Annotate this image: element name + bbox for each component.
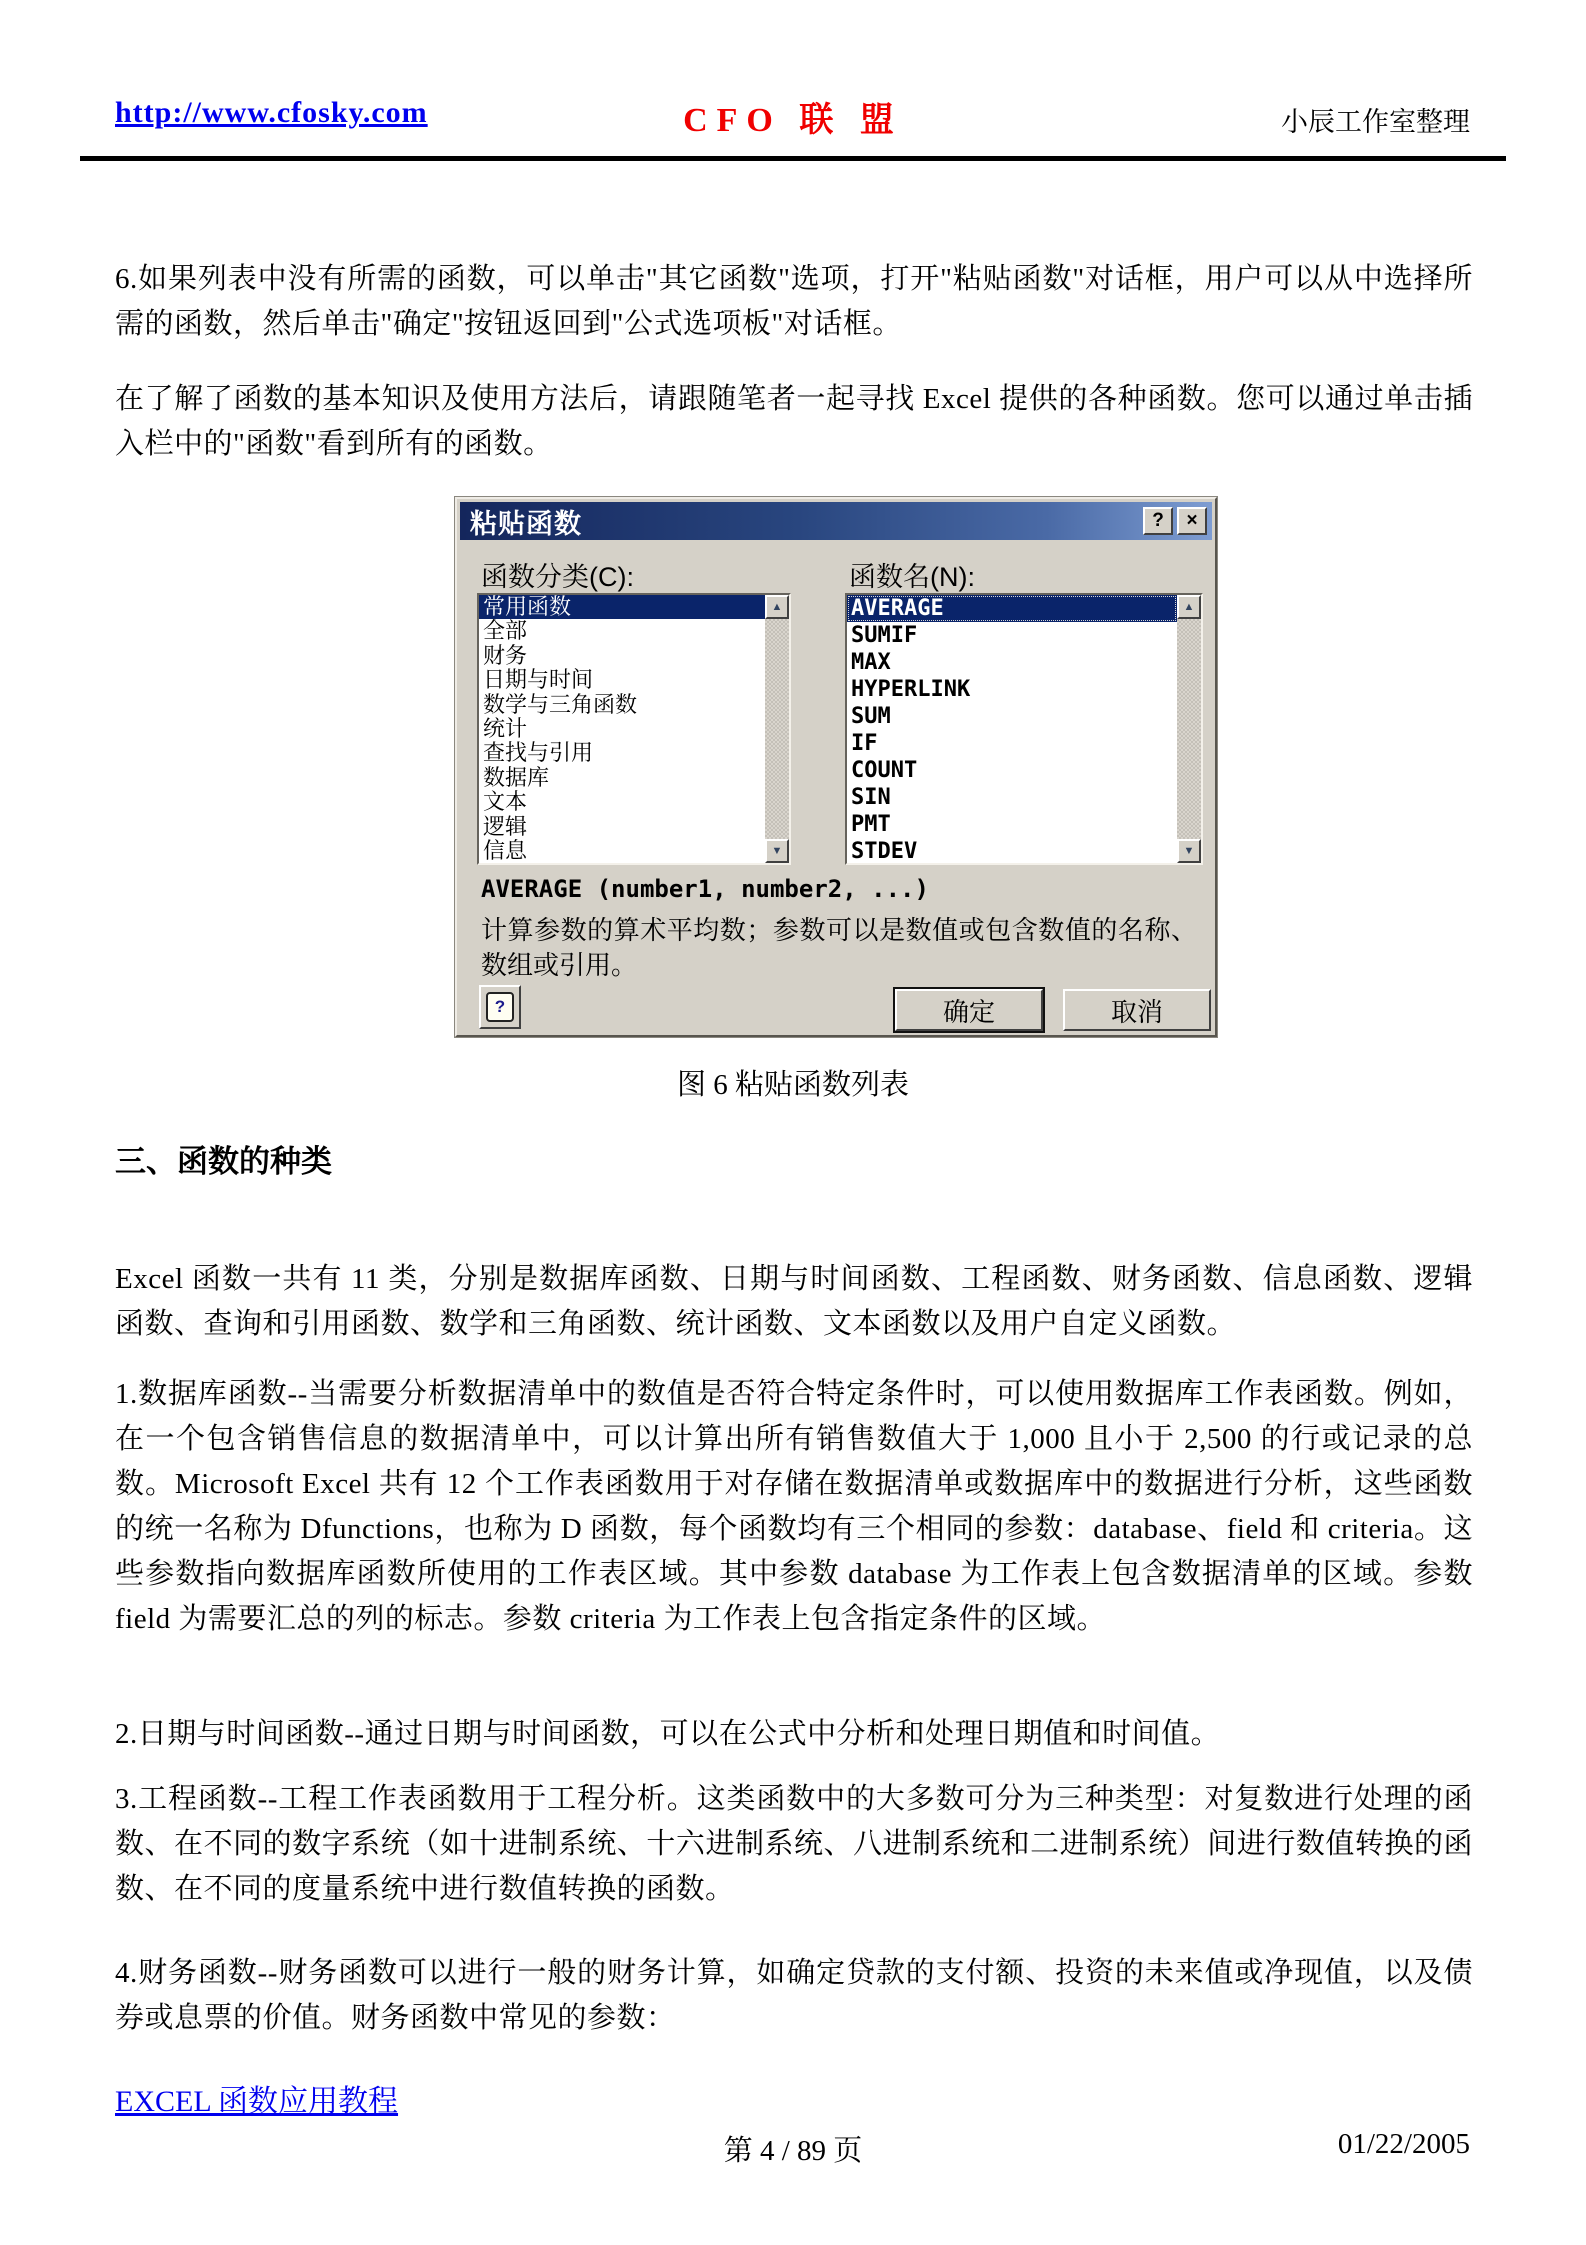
list-item[interactable]: 信息 — [483, 837, 528, 863]
list-item[interactable]: HYPERLINK — [851, 677, 971, 702]
dialog-title: 粘贴函数 — [470, 508, 582, 539]
context-help-icon[interactable]: ? — [1143, 507, 1173, 535]
category-list — [479, 595, 765, 863]
list-item[interactable]: IF — [851, 731, 878, 756]
function-description: 计算参数的算术平均数；参数可以是数值或包含数值的名称、数组或引用。 — [481, 915, 1197, 980]
ok-button[interactable]: 确定 — [895, 989, 1043, 1031]
header-url-link[interactable]: http://www.cfosky.com — [115, 96, 428, 129]
paragraph-financial-functions: 4.财务函数--财务函数可以进行一般的财务计算，如确定贷款的支付额、投资的未来值或净现值，以及债券或息票的价值。财务函数中常见的参数： — [115, 1957, 1473, 2034]
list-item[interactable]: 日期与时间 — [483, 667, 594, 693]
function-listbox — [845, 593, 1203, 865]
category-listbox — [477, 593, 791, 865]
list-item[interactable]: 数据库 — [483, 764, 550, 790]
header-divider — [80, 156, 1506, 161]
scroll-down-icon[interactable]: ▼ — [765, 839, 789, 863]
paragraph-database-functions: 1.数据库函数--当需要分析数据清单中的数值是否符合特定条件时，可以使用数据库工作表函数。例如，在一个包含销售信息的数据清单中，可以计算出所有销售数值大于 1,000 且小于 2,500 的行或记录的总数。Microsoft Excel 共有 12 个工作表函数用于对存储在数据清单或数据库中的数据进行分析，这些函数的统一名称为 Dfunctions，也称为 D 函数，每个函数均有三个相同的参数：database、field 和 criteria。这些参数指向数据库函数所使用的工作表区域。其中参数 database 为工作表上包含数据清单的区域。参数 field 为需要汇总的列的标志。参数 criteria 为工作表上包含指定条件的区域。 — [115, 1378, 1473, 1635]
help-button[interactable] — [479, 985, 521, 1029]
function-list — [847, 595, 1177, 863]
paragraph-intro: 在了解了函数的基本知识及使用方法后，请跟随笔者一起寻找 Excel 提供的各种函数。您可以通过单击插入栏中的"函数"看到所有的函数。 — [115, 383, 1473, 460]
cancel-button[interactable]: 取消 — [1063, 989, 1211, 1031]
list-item[interactable]: MAX — [851, 650, 891, 675]
footer-date: 01/22/2005 — [1337, 2128, 1470, 2160]
figure-caption: 图 6 粘贴函数列表 — [676, 1069, 909, 1101]
section-heading: 三、函数的种类 — [115, 1144, 332, 1179]
category-label: 函数分类(C): — [481, 562, 634, 592]
dialog-titlebar[interactable] — [460, 502, 1212, 540]
function-name-label: 函数名(N): — [849, 562, 975, 592]
list-item[interactable]: SIN — [851, 785, 891, 810]
paragraph-engineering-functions: 3.工程函数--工程工作表函数用于工程分析。这类函数中的大多数可分为三种类型：对复数进行处理的函数、在不同的数字系统（如十进制系统、十六进制系统、八进制系统和二进制系统）间进行数值转换的函数、在不同的度量系统中进行数值转换的函数。 — [115, 1783, 1473, 1905]
list-item[interactable]: 数学与三角函数 — [483, 691, 638, 717]
list-item[interactable]: AVERAGE — [847, 595, 1177, 622]
function-scrollbar[interactable] — [1177, 595, 1201, 863]
footer-page-number: 第 4 / 89 页 — [723, 2135, 863, 2167]
paragraph-step6: 6.如果列表中没有所需的函数，可以单击"其它函数"选项，打开"粘贴函数"对话框，用户可以从中选择所需的函数，然后单击"确定"按钮返回到"公式选项板"对话框。 — [115, 263, 1473, 340]
list-item[interactable]: 查找与引用 — [483, 740, 594, 766]
help-bubble-icon: ? — [486, 992, 514, 1022]
scroll-up-icon[interactable]: ▲ — [1177, 595, 1201, 619]
list-item[interactable]: COUNT — [851, 758, 918, 783]
header-studio-credit: 小辰工作室整理 — [1281, 107, 1470, 137]
list-item[interactable]: 统计 — [483, 715, 528, 741]
paragraph-datetime-functions: 2.日期与时间函数--通过日期与时间函数，可以在公式中分析和处理日期值和时间值。 — [115, 1718, 1221, 1750]
list-item[interactable]: 文本 — [483, 789, 528, 815]
scroll-down-icon[interactable]: ▼ — [1177, 839, 1201, 863]
list-item[interactable]: SUMIF — [851, 623, 918, 648]
scroll-up-icon[interactable]: ▲ — [765, 595, 789, 619]
list-item[interactable]: STDEV — [851, 839, 918, 863]
paste-function-dialog — [455, 497, 1217, 1037]
list-item[interactable]: 常用函数 — [479, 595, 765, 619]
function-signature: AVERAGE (number1, number2, ...) — [481, 875, 929, 903]
list-item[interactable]: 全部 — [483, 618, 528, 644]
paragraph-categories-overview: Excel 函数一共有 11 类，分别是数据库函数、日期与时间函数、工程函数、财务函数、信息函数、逻辑函数、查询和引用函数、数学和三角函数、统计函数、文本函数以及用户自定义函数。 — [115, 1263, 1473, 1340]
category-scrollbar[interactable] — [765, 595, 789, 863]
header-brand-title: CFO 联 盟 — [683, 102, 903, 139]
list-item[interactable]: 逻辑 — [483, 813, 528, 839]
titlebar-buttons — [1143, 507, 1212, 535]
footer-tutorial-link[interactable]: EXCEL 函数应用教程 — [115, 2085, 399, 2118]
list-item[interactable]: 财务 — [483, 642, 528, 668]
list-item[interactable]: PMT — [851, 812, 891, 837]
list-item[interactable]: SUM — [851, 704, 891, 729]
close-icon[interactable]: × — [1177, 507, 1207, 535]
